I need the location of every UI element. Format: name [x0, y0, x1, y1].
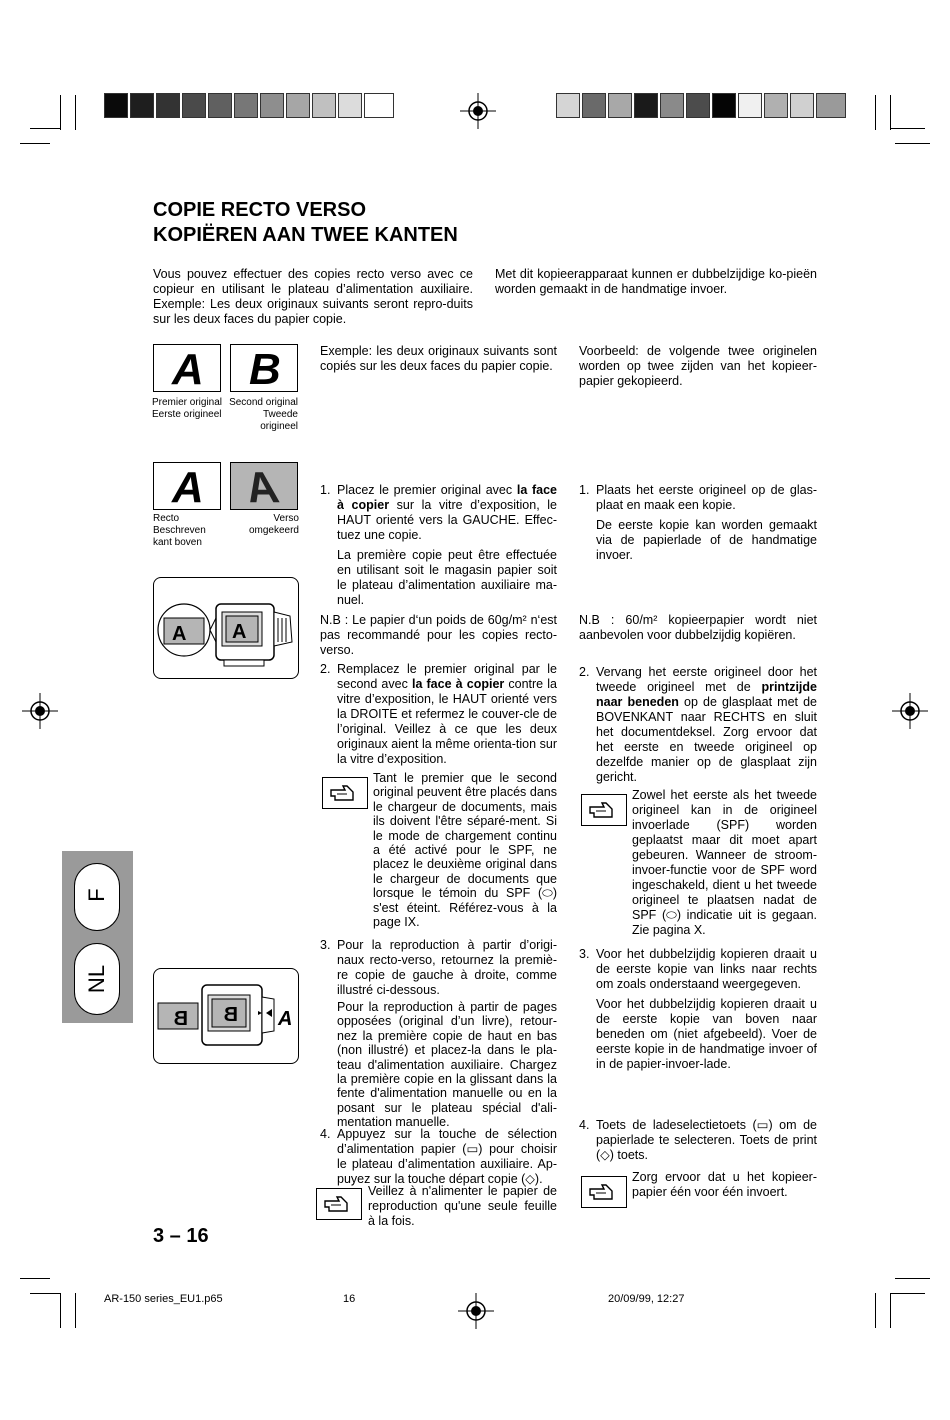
note-1-fr: Tant le premier que le second original peuvent être placés dans le chargeur de documents, mais ils doivent l'être séparé-ment. Si le mode de chargement continu a été activé pour le SPF, ne placez le deuxième original dans le chargeur de documents que lorsque le témoin du SPF (⬭) s'est éteint. Référez-vous à la page IX.: [373, 771, 557, 930]
original-b-letter: B: [249, 345, 281, 394]
pointing-hand-icon: [316, 1188, 362, 1220]
duplex-labels: Recto Verso Beschreven omgekeerd kant boven: [153, 513, 299, 548]
page-number: 3 – 16: [153, 1225, 209, 1247]
svg-text:A: A: [172, 623, 187, 645]
page-title-nl: KOPIËREN AAN TWEE KANTEN: [153, 224, 458, 246]
note-2-nl: Zorg ervoor dat u het kopieer-papier één voor één invoert.: [632, 1170, 817, 1199]
verso-letter: A: [247, 463, 279, 512]
svg-text:A: A: [278, 1008, 293, 1030]
step-3-nl: 3. Voor het dubbelzijdig kopieren draait u de eerste kopie van links naar rechts om zoals onderstaand weergegeven. Voor het dubbelzijdig kopieren draait u de eerste kopie van boven naar beneden om (niet afgebeeld). Voer de eerste kopie in de handmatige invoer of in de papier-invoer-lade.: [579, 947, 817, 1071]
copier-illustration-flip: [153, 968, 299, 1064]
intro-nl: Met dit kopieerapparaat kunnen er dubbelzijdige ko-pieën worden gemaakt in de handmatige invoer.: [495, 267, 817, 296]
pointing-hand-icon: [581, 1176, 627, 1208]
example-nl: Voorbeeld: de volgende twee originelen worden op twee zijden van het kopieer-papier gekopieerd.: [579, 344, 817, 388]
step-1-fr: 1. Placez le premier original avec la face à copier sur la vitre d’exposition, le HAUT orienté vers la GAUCHE. Effec-tuez une copie. La première copie peut être effectuée en utilisant soit le magasin papier soit le plateau d’alimentation auxiliaire ma-nuel.: [320, 483, 558, 607]
step-2-fr: 2. Remplacez le premier original par le second avec la face à copier contre la vitre d’exposition, le HAUT orienté vers la DROITE et refermez le couver-cle de l’original. Veillez à ce que les deux originaux aient la même orienta-tion sur la vitre d’exposition.: [320, 662, 557, 766]
svg-text:B: B: [173, 1008, 188, 1030]
registration-mark-icon: [22, 693, 58, 729]
step-2-nl: 2. Vervang het eerste origineel door het tweede origineel met de printzijde naar beneden op de glasplaat met de BOVENKANT naar RECHTS en sluit het documentdeksel. Zorg ervoor dat het eerste en tweede origineel op dezelfde manier op de glasplaat zijn gericht.: [579, 665, 817, 784]
note-2-fr: Veillez à n'alimenter le papier de reproduction qu'une seule feuille à la fois.: [368, 1184, 557, 1228]
example-fr: Exemple: les deux originaux suivants sont copiés sur les deux faces du papier copie.: [320, 344, 557, 373]
original-b-box: [230, 344, 298, 392]
pointing-hand-icon: [581, 794, 627, 826]
svg-text:A: A: [232, 621, 247, 643]
language-side-tab: [62, 851, 133, 1023]
footer-file: AR-150 series_EU1.p65: [104, 1293, 223, 1305]
tab-nl[interactable]: NL: [74, 943, 120, 1015]
registration-mark-icon: [892, 693, 928, 729]
nb-nl: N.B : 60/m² kopieerpapier wordt niet aanbevolen voor dubbelzijdig kopiëren.: [579, 613, 817, 642]
step-4-nl: 4. Toets de ladeselectietoets (▭) om de papierlade te selecteren. Toets de print (◇) toets.: [579, 1118, 817, 1162]
step-3-fr: 3. Pour la reproduction à partir d’origi-naux recto-verso, retournez la premiè-re copie de gauche à droite, comme illustré ci-dessous. Pour la reproduction à partir de pages opposées (original d’un livre), retour-nez la première copie de haut en bas (non illustré) et placez-la dans le pla-teau d'alimentation auxiliaire. Chargez la première copie en la glissant dans la fente d'alimentation manuelle ou en la posant sur le plateau spécial d'ali-mentation manuelle.: [320, 938, 557, 1130]
tab-f[interactable]: F: [74, 863, 120, 931]
footer-date: 20/09/99, 12:27: [608, 1293, 685, 1305]
original-a-box: [153, 344, 221, 392]
registration-mark-icon: [458, 1293, 494, 1329]
recto-box: [153, 462, 221, 510]
recto-letter: A: [172, 463, 204, 512]
pointing-hand-icon: [322, 777, 368, 809]
note-1-nl: Zowel het eerste als het tweede origineel kan in de origineel invoerlade (SPF) worden geplaatst maar dit moet apart gebeuren. Wanneer de stroom-invoer-functie voor de SPF word ingeschakeld, dient u het tweede origineel te plaatsen nadat de SPF (⬭) indicatie uit is gegaan. Zie pagina X.: [632, 788, 817, 937]
copier-illustration: [153, 577, 299, 679]
verso-box: [230, 462, 298, 510]
original-a-letter: A: [172, 345, 204, 394]
second-original-label: Second original Tweede origineel: [229, 397, 298, 432]
registration-mark-icon: [460, 93, 496, 129]
nb-fr: N.B : Le papier d‘un poids de 60g/m² n‘est pas recommandé pour les copies recto-verso.: [320, 613, 557, 657]
first-original-label: Premier original Eerste origineel: [152, 397, 223, 420]
step-1-nl: 1. Plaats het eerste origineel op de glas-plaat en maak een kopie. De eerste kopie kan worden gemaakt via de papierlade of de handmatige invoer.: [579, 483, 817, 562]
page-title-fr: COPIE RECTO VERSO: [153, 199, 367, 221]
svg-text:B: B: [223, 1004, 238, 1026]
intro-fr: Vous pouvez effectuer des copies recto verso avec ce copieur en utilisant le plateau d’alimentation auxiliaire. Exemple: Les deux originaux suivants seront repro-duits sur les deux faces du papier copie.: [153, 267, 473, 326]
footer-page: 16: [343, 1293, 356, 1305]
step-4-fr: 4. Appuyez sur la touche de sélection d’alimentation papier (▭) pour choisir le plateau d’alimentation auxiliaire. Ap-puyez sur la touche départ copie (◇).: [320, 1127, 557, 1186]
